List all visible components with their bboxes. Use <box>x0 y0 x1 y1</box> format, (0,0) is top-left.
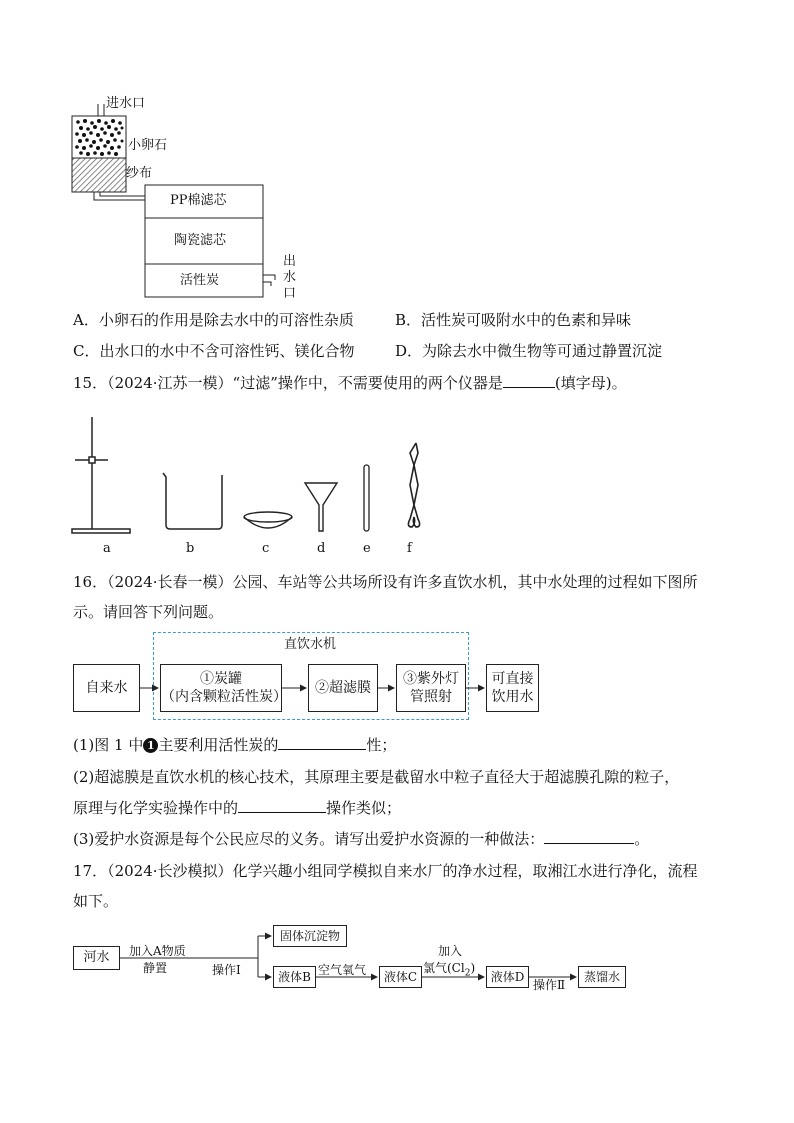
add-cl-text: 氯气(Cl <box>423 961 465 975</box>
q16-sub1-text-a: (1)图 1 中 <box>73 736 144 754</box>
q16-sub2-line1: (2)超滤膜是直饮水机的核心技术，其原理主要是截留水中粒子直径大于超滤膜孔隙的粒子， <box>73 768 680 786</box>
apparatus-label-f: f <box>407 541 412 556</box>
glass-rod-icon <box>364 465 369 531</box>
step3-label-1: ③紫外灯 <box>403 671 459 687</box>
q16-sub3 <box>73 829 649 849</box>
ceramic-label: 陶瓷滤芯 <box>174 233 227 248</box>
pebble-label: 小卵石 <box>128 138 168 153</box>
add-cl-close: ) <box>470 961 476 975</box>
river-label: 河水 <box>83 950 110 965</box>
result-label-2: 饮用水 <box>491 689 534 705</box>
q16-stem-line1: 16．（2024·长春一模）公园、车站等公共场所设有许多直饮水机，其中水处理的过程如下图所 <box>73 573 698 591</box>
add-cl-subscript: 2 <box>464 968 471 979</box>
q14-option-a: A．小卵石的作用是除去水中的可溶性杂质 <box>73 311 354 329</box>
q16-sub2-text-b: 操作类似； <box>326 799 402 817</box>
q17-flow-arrows <box>0 920 794 1000</box>
q16-sub2-answer-blank[interactable] <box>238 798 326 813</box>
solid-label: 固体沉淀物 <box>279 929 340 943</box>
step2-label: ②超滤膜 <box>315 680 371 696</box>
q16-sub1-text-c: 性； <box>366 736 397 754</box>
inlet-label: 进水口 <box>106 96 146 111</box>
distilled-label: 蒸馏水 <box>583 970 620 984</box>
q16-sub1 <box>73 735 396 755</box>
carbon-label: 活性炭 <box>180 273 220 288</box>
q14-option-d: D．为除去水中微生物等可通过静置沉淀 <box>395 342 663 360</box>
funnel-icon <box>305 483 337 531</box>
evaporating-dish-icon <box>244 512 292 528</box>
outlet-label-3: 口 <box>283 286 297 301</box>
outlet-label-1: 出 <box>283 254 297 269</box>
source-label: 自来水 <box>85 680 128 696</box>
q15-answer-blank[interactable] <box>503 373 555 388</box>
circle-number-icon: 1 <box>143 738 158 753</box>
q17-stem-line2: 如下。 <box>73 892 119 910</box>
outlet-label-2: 水 <box>283 270 297 285</box>
iron-stand-icon <box>72 417 130 533</box>
settle-label: 静置 <box>143 961 168 975</box>
step1-label-1: ①炭罐 <box>200 671 242 687</box>
q16-sub3-text-b: 。 <box>634 830 650 848</box>
q16-sub3-answer-blank[interactable] <box>544 829 634 844</box>
q16-sub2-line2 <box>73 798 401 818</box>
q16-sub3-text-a: (3)爱护水资源是每个公民应尽的义务。请写出爱护水资源的一种做法： <box>73 830 545 848</box>
apparatus-label-b: b <box>186 541 195 556</box>
liquid-b-label: 液体B <box>278 970 311 984</box>
q17-stem-line1: 17．（2024·长沙模拟）化学兴趣小组同学模拟自来水厂的净水过程，取湘江水进行净化，流程 <box>73 862 698 880</box>
op1-label: 操作Ⅰ <box>212 963 241 977</box>
machine-title: 直饮水机 <box>284 637 337 652</box>
q16-sub1-answer-blank[interactable] <box>278 735 366 750</box>
liquid-d-label: 液体D <box>490 970 525 984</box>
lab-apparatus <box>0 405 794 545</box>
q16-flow-arrows <box>0 668 794 708</box>
q16-sub2-text-a: 原理与化学实验操作中的 <box>73 799 239 817</box>
step1-label-2: （内含颗粒活性炭） <box>161 689 287 705</box>
add-cl-label-1: 加入 <box>438 944 463 958</box>
liquid-c-label: 液体C <box>383 970 418 984</box>
apparatus-label-c: c <box>262 541 270 556</box>
q14-option-b: B．活性炭可吸附水中的色素和异味 <box>395 311 632 329</box>
q15-stem <box>73 373 627 393</box>
q15-stem-text: 15．（2024·江苏一模）“过滤”操作中，不需要使用的两个仪器是 <box>73 374 503 392</box>
beaker-icon <box>163 473 222 529</box>
q16-stem-line2: 示。请回答下列问题。 <box>73 603 224 621</box>
filter-diagram-drawing <box>0 0 794 310</box>
op2-label: 操作Ⅱ <box>533 978 566 992</box>
air-oxygen-label: 空气氧气 <box>318 963 367 977</box>
apparatus-label-e: e <box>363 541 371 556</box>
add-a-label: 加入A物质 <box>129 944 186 958</box>
apparatus-label-d: d <box>317 541 326 556</box>
gauze-layer <box>72 158 126 192</box>
q14-option-c: C．出水口的水中不含可溶性钙、镁化合物 <box>73 342 355 360</box>
crucible-tongs-icon <box>408 443 419 527</box>
pp-cotton-label: PP棉滤芯 <box>170 193 227 208</box>
result-label-1: 可直接 <box>491 671 534 687</box>
gauze-label: 纱布 <box>126 166 153 181</box>
apparatus-label-a: a <box>103 541 111 556</box>
step3-label-2: 管照射 <box>410 689 452 705</box>
q15-stem-suffix: (填字母)。 <box>554 374 627 392</box>
q16-sub1-text-b: 主要利用活性炭的 <box>158 736 279 754</box>
